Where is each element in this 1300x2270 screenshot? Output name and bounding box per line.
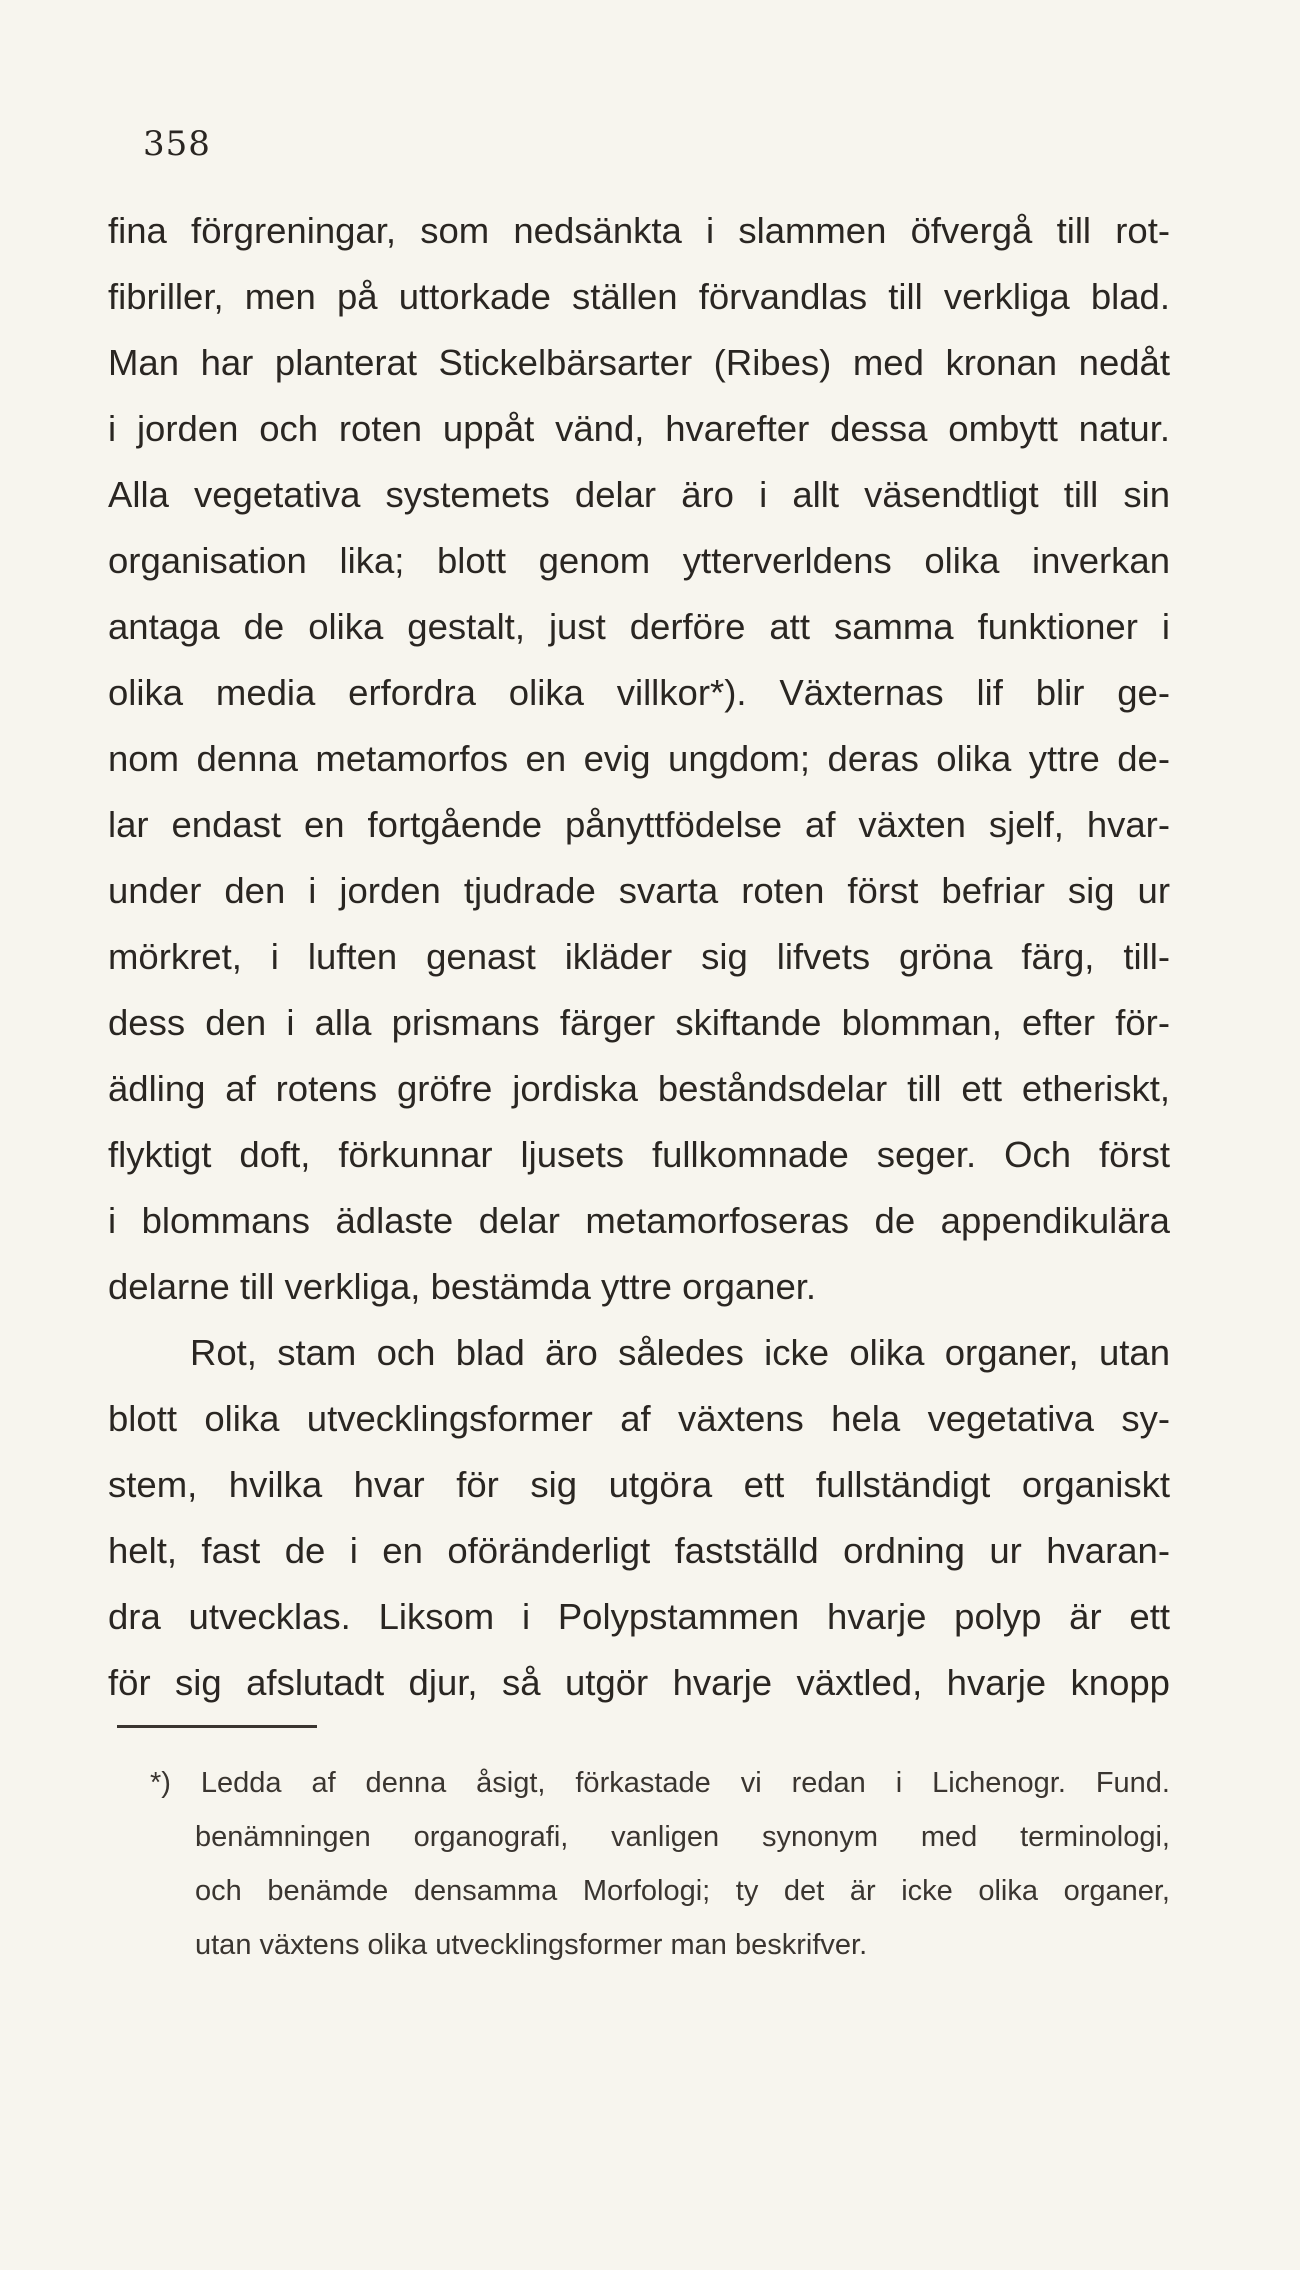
body-line: fina förgreningar, som nedsänkta i slammen öfvergå till rot- [108,210,1170,251]
body-line: olika media erfordra olika villkor*). Växternas lif blir ge- [108,672,1170,713]
body-line: Alla vegetativa systemets delar äro i allt väsendtligt till sin [108,474,1170,515]
body-line: lar endast en fortgående pånyttfödelse af växten sjelf, hvar- [108,804,1170,845]
body-line: i jorden och roten uppåt vänd, hvarefter dessa ombytt natur. [108,408,1170,449]
body-line: dess den i alla prismans färger skiftande blomman, efter för- [108,1002,1170,1043]
body-line: flyktigt doft, förkunnar ljusets fullkomnade seger. Och först [108,1134,1170,1175]
footnote-rule [117,1725,317,1728]
body-line: under den i jorden tjudrade svarta roten först befriar sig ur [108,870,1170,911]
body-line: Rot, stam och blad äro således icke olika organer, utan [190,1332,1170,1373]
body-line: mörkret, i luften genast ikläder sig lifvets gröna färg, till- [108,936,1170,977]
body-line: antaga de olika gestalt, just derföre att samma funktioner i [108,606,1170,647]
body-line: dra utvecklas. Liksom i Polypstammen hvarje polyp är ett [108,1596,1170,1637]
body-line: delarne till verkliga, bestämda yttre organer. [108,1266,817,1307]
body-line: för sig afslutadt djur, så utgör hvarje växtled, hvarje knopp [108,1662,1170,1703]
body-line: stem, hvilka hvar för sig utgöra ett fullständigt organiskt [108,1464,1170,1505]
body-line: blott olika utvecklingsformer af växtens hela vegetativa sy- [108,1398,1170,1439]
body-line: nom denna metamorfos en evig ungdom; deras olika yttre de- [108,738,1170,779]
footnote-line: och benämde densamma Morfologi; ty det är icke olika organer, [195,1875,1170,1907]
footnote-line: *) Ledda af denna åsigt, förkastade vi redan i Lichenogr. Fund. [150,1767,1170,1799]
body-line: organisation lika; blott genom ytterverldens olika inverkan [108,540,1170,581]
footnote-line: benämningen organografi, vanligen synonym med terminologi, [195,1821,1170,1853]
body-line: i blommans ädlaste delar metamorfoseras de appendikulära [108,1200,1170,1241]
body-line: ädling af rotens gröfre jordiska beståndsdelar till ett etheriskt, [108,1068,1170,1109]
body-line: Man har planterat Stickelbärsarter (Ribes) med kronan nedåt [108,342,1170,383]
body-line: fibriller, men på uttorkade ställen förvandlas till verkliga blad. [108,276,1170,317]
body-line: helt, fast de i en oföränderligt fastställd ordning ur hvaran- [108,1530,1170,1571]
footnote-line: utan växtens olika utvecklingsformer man beskrifver. [195,1929,868,1961]
page-number: 358 [143,124,211,164]
